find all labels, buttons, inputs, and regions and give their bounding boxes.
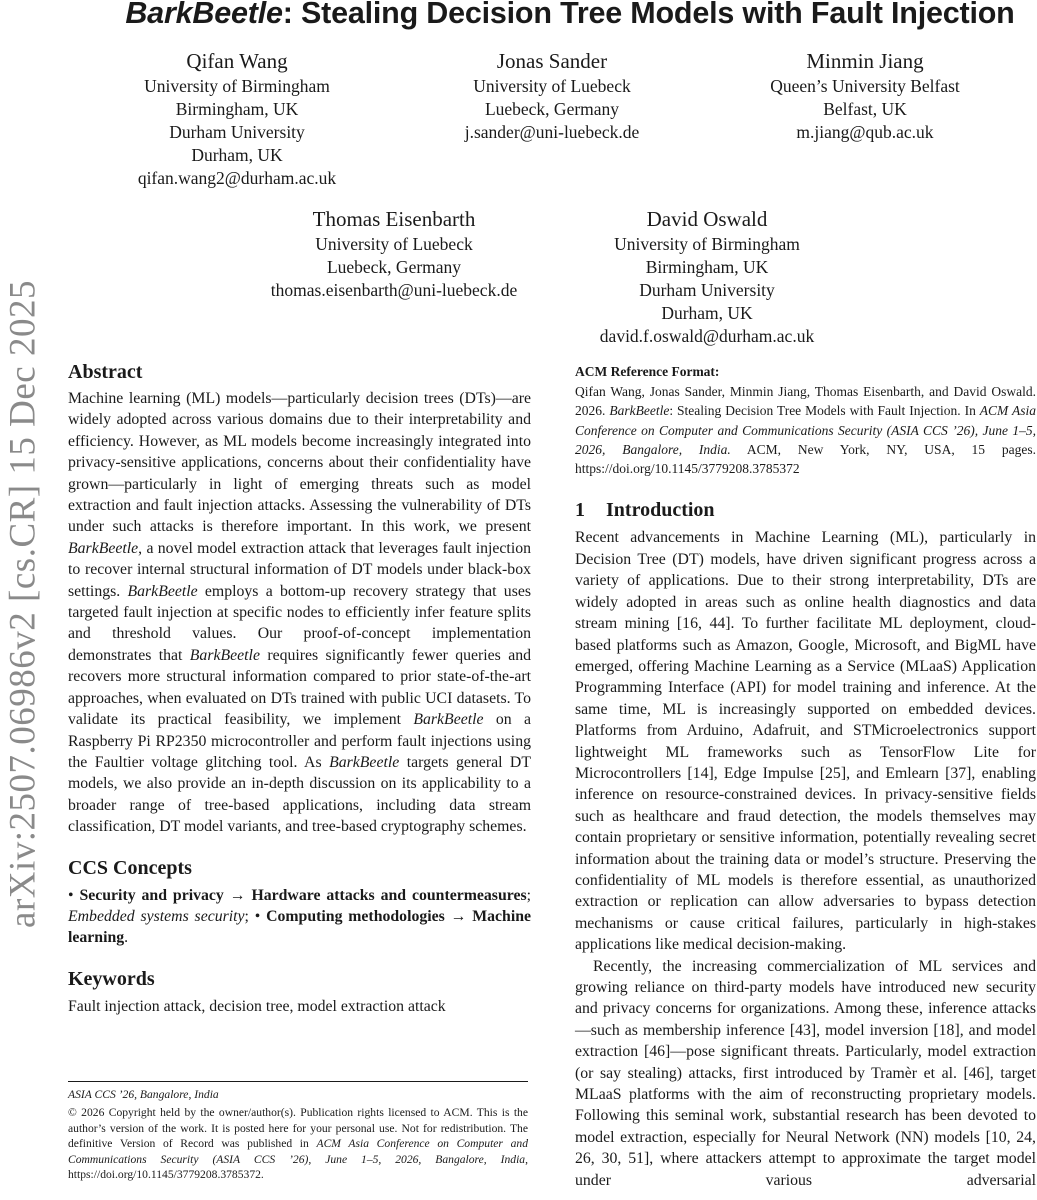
footnote-body: [68, 1105, 528, 1182]
abstract-text-run: employs a bottom-up recovery strategy that uses targeted fault injection at specific nodes to efficiently infer feature splits and threshold values. Our proof-of-concept implementation demonstrates that: [68, 582, 531, 664]
abstract-text-run: Machine learning (ML) models—particularly decision trees (DTs)—are widely adopted across various domains due to their interpretability and efficiency. However, as ML models become increasingly integrated into privacy-sensitive applications, concerns about their confidentiality have grown—particularly in light of emerging threats such as model extraction and fault injection attacks. Assessing the vulnerability of DTs under such attacks is therefore important. In this work, we present: [68, 390, 531, 536]
acm-reference-text: [575, 382, 1036, 478]
system-name: BarkBeetle: [127, 582, 198, 600]
ccs-arrow: →: [229, 886, 246, 904]
author-affiliation: University of Luebeck: [315, 234, 473, 254]
author-block-3: [765, 48, 965, 144]
right-column: [575, 363, 1036, 1191]
keywords-text: Fault injection attack, decision tree, model extraction attack: [68, 997, 446, 1015]
ccs-separator: ;: [526, 886, 532, 904]
author-affiliation: University of Luebeck: [473, 76, 631, 96]
system-name: BarkBeetle: [189, 646, 260, 664]
author-email: m.jiang@qub.ac.uk: [796, 122, 934, 142]
acm-reference-heading: ACM Reference Format:: [575, 364, 720, 379]
author-name: Qifan Wang: [186, 49, 288, 73]
author-affiliation: University of Birmingham: [144, 76, 330, 96]
author-affiliation: University of Birmingham: [614, 234, 800, 254]
keywords-heading: Keywords: [68, 967, 155, 990]
arxiv-sidebar: [1, 264, 45, 944]
author-location: Belfast, UK: [823, 99, 907, 119]
author-name: David Oswald: [646, 207, 768, 231]
title-system-name: BarkBeetle: [125, 0, 283, 30]
ccs-concept: Machine learning: [68, 907, 532, 947]
section-title: Introduction: [606, 499, 715, 522]
system-name: BarkBeetle: [68, 539, 139, 557]
author-block-1: [137, 48, 337, 190]
left-column: [68, 360, 531, 1017]
introduction-paragraph-1: Recent advancements in Machine Learning (ML), particularly in Decision Tree (DT) models, have driven significant progress across a variety of applications. Due to their strong interpretability, DTs are widely adopted in areas such as online health diagnostics and data stream mining [16, 44]. To further facilitate ML deployment, cloud-based platforms such as Amazon, Google, Microsoft, and BigML have emerged, offering Machine Learning as a Service (MLaaS) Application Programming Interface (API) for model training and inference. At the same time, ML is increasingly supported on embedded devices. Platforms from Arduino, Adafruit, and STMicroelectronics support lightweight ML frameworks such as TensorFlow Lite for Microcontrollers [14], Edge Impulse [25], and Emlearn [37], enabling inference on resource-constrained devices. In privacy-sensitive fields such as healthcare and fraud detection, the models themselves may contain proprietary or sensitive information, potentially revealing secret information about the training data or model’s structure. Preserving the confidentiality of ML models is therefore essential, as unauthorized extraction or replication can allow adversaries to bypass detection mechanisms or cause critical failures, particularly in high-stakes applications like medical decision-making.: [575, 529, 1036, 954]
ccs-arrow: →: [450, 907, 467, 925]
reference-text-run: Qifan Wang, Jonas Sander, Minmin Jiang, Thomas Eisenbarth, and David Oswald. 2026.: [575, 384, 1036, 419]
ccs-separator: ;: [244, 907, 249, 925]
ccs-concept: Embedded systems security: [68, 907, 245, 925]
reference-venue: ACM Asia Conference on Computer and Communications Security (ASIA CCS ’26), June 1–5, 2026, Bangalore, India.: [575, 403, 1036, 457]
system-name: BarkBeetle: [609, 403, 670, 419]
author-affiliation: Queen’s University Belfast: [770, 76, 960, 96]
footnote-venue: [68, 1087, 528, 1102]
ccs-heading: CCS Concepts: [68, 856, 192, 879]
abstract-text: [68, 388, 531, 838]
footnote-venue-name: ACM Asia Conference on Computer and Communications Security (ASIA CCS ’26), June 1–5, 2026, Bangalore, India: [68, 1137, 528, 1166]
author-affiliation: Durham University: [169, 122, 305, 142]
footnote-text-run: © 2026 Copyright held by the owner/author(s). Publication rights licensed to ACM. This is the author’s version of the work. It is posted here for your personal use. Not for redistribution. The definitive Version of Record was published in: [68, 1106, 528, 1151]
author-location: Luebeck, Germany: [484, 99, 620, 119]
ccs-bullet: •: [68, 886, 74, 904]
author-location: Luebeck, Germany: [326, 257, 462, 277]
author-block-2: [452, 48, 652, 144]
author-location: Durham, UK: [191, 145, 283, 165]
author-email: david.f.oswald@durham.ac.uk: [599, 326, 815, 346]
author-email: qifan.wang2@durham.ac.uk: [137, 168, 337, 188]
author-location: Durham, UK: [661, 303, 753, 323]
author-location: Birmingham, UK: [175, 99, 299, 119]
author-email: j.sander@uni-luebeck.de: [464, 122, 640, 142]
author-block-5: [587, 206, 827, 348]
introduction-heading: [575, 498, 1036, 522]
introduction-paragraph-2: Recently, the increasing commercialization of ML services and growing reliance on third-party models have introduced new security and privacy concerns for organizations. Among these, inference attacks—such as membership inference [43], model inversion [18], and model extraction [46]—pose significant threats. Particularly, model extraction (or say stealing) attacks, first introduced by Tramèr et al. [46], target MLaaS platforms with the aim of reconstructing proprietary models. Following this seminal work, substantial research has been devoted to model extraction, especially for Neural Network (NN) models [10, 24, 26, 30, 51], where attackers attempt to approximate the target model under various adversarial: [575, 957, 1036, 1189]
ccs-concept: Computing methodologies: [266, 907, 445, 925]
footnote-rule: [68, 1081, 528, 1082]
abstract-text-run: targets general DT models, we also provide an in-depth discussion on its applicability to a broader range of tree-based applications, including data stream classification, DT model variants, and tree-based cryptography schemes.: [68, 753, 531, 836]
abstract-text-run: on a Raspberry Pi RP2350 microcontroller and perform fault injections using the Faultier voltage glitching tool. As: [68, 711, 531, 771]
section-number: 1: [575, 499, 585, 522]
paper-title: [60, 0, 1037, 31]
arxiv-identifier: arXiv:2507.06986v2 [cs.CR] 15 Dec 2025: [2, 280, 44, 928]
footnote-venue-text: ASIA CCS ’26, Bangalore, India: [68, 1088, 219, 1101]
ccs-bullet: •: [254, 907, 261, 925]
author-name: Jonas Sander: [496, 49, 608, 73]
abstract-text-run: , a novel model extraction attack that leverages fault injection to recover internal structural information of DT models under black-box settings.: [68, 539, 531, 600]
system-name: BarkBeetle: [329, 753, 400, 771]
footnote-text-run: , https://doi.org/10.1145/3779208.3785372.: [68, 1152, 528, 1182]
author-affiliation: Durham University: [639, 280, 775, 300]
ccs-concept: Security and privacy: [79, 886, 224, 904]
system-name: BarkBeetle: [413, 711, 484, 729]
ccs-end: .: [124, 929, 129, 947]
author-email: thomas.eisenbarth@uni-luebeck.de: [270, 280, 518, 300]
author-name: Thomas Eisenbarth: [312, 207, 476, 231]
author-location: Birmingham, UK: [645, 257, 769, 277]
author-name: Minmin Jiang: [806, 49, 924, 73]
title-subtitle: : Stealing Decision Tree Models with Fault Injection: [282, 0, 1015, 30]
reference-text-run: : Stealing Decision Tree Models with Fault Injection. In: [669, 403, 980, 419]
reference-text-run: ACM, New York, NY, USA, 15 pages. https://doi.org/10.1145/3779208.3785372: [575, 441, 1036, 477]
abstract-heading: Abstract: [68, 361, 143, 383]
copyright-footnote: [68, 1087, 528, 1182]
author-block-4: [254, 206, 534, 302]
abstract-text-run: requires significantly fewer queries and recovers more structural information compared to prior state-of-the-art approaches, when evaluated on DTs trained with public UCI datasets. To validate its practical feasibility, we implement: [68, 646, 531, 729]
ccs-concept: Hardware attacks and countermeasures: [251, 886, 527, 904]
ccs-concepts-text: [68, 885, 531, 949]
